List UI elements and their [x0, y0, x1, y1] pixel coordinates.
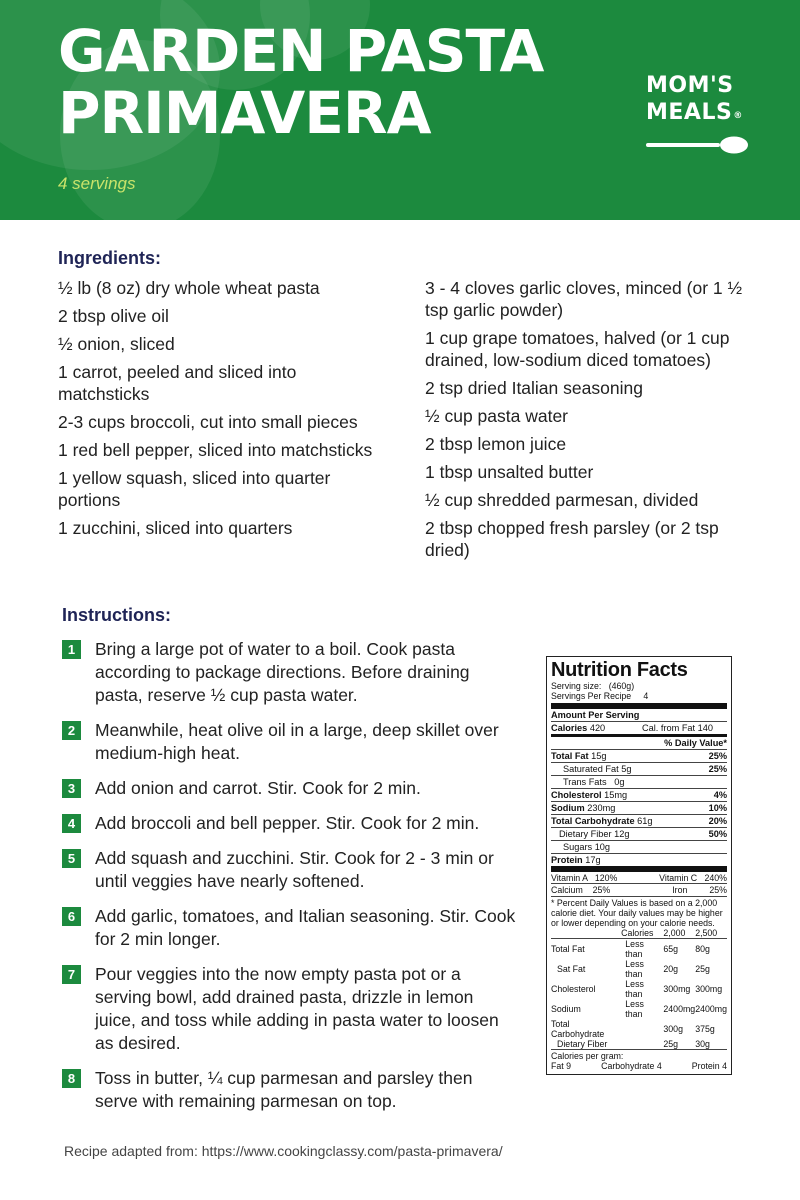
brand-logo	[646, 72, 743, 126]
serving-size: (460g)	[608, 681, 635, 691]
daily-value-footnote: * Percent Daily Values is based on a 2,000 calorie diet. Your daily values may be higher or lower depending on your calorie needs.	[551, 898, 723, 928]
recipe-source: Recipe adapted from: https://www.cookingclassy.com/pasta-primavera/	[64, 1143, 503, 1159]
calcium-value: 25%	[592, 885, 611, 895]
dv-table-cell: 80g	[695, 944, 710, 954]
dv-table-cell: Sodium	[551, 1004, 581, 1014]
ingredient-item: ½ cup shredded parmesan, divided	[425, 490, 699, 510]
header-banner	[0, 0, 800, 220]
dv-table-cell: Less than	[625, 979, 644, 999]
ingredient-item: ½ onion, sliced	[58, 334, 175, 354]
sugars-value: 10g	[594, 842, 611, 852]
cholesterol-label: Cholesterol	[551, 790, 602, 800]
ingredients-heading: Ingredients:	[58, 248, 162, 268]
dv-table-cell: 2400mg	[663, 1004, 696, 1014]
step-text: Add garlic, tomatoes, and Italian seasoning. Stir. Cook for 2 min longer.	[95, 906, 516, 949]
ingredient-item: 1 carrot, peeled and sliced into matchsticks	[58, 362, 297, 404]
instruction-step	[62, 719, 518, 765]
calcium-label: Calcium	[551, 885, 583, 895]
ingredient-item: ½ lb (8 oz) dry whole wheat pasta	[58, 278, 320, 298]
per-gram-fat: Fat 9	[551, 1061, 572, 1071]
ingredient-item: 2-3 cups broccoli, cut into small pieces	[58, 412, 358, 432]
dv-table-head: 2,500	[695, 928, 718, 938]
step-number-badge: 8	[62, 1069, 81, 1088]
dv-table-cell: Dietary Fiber	[557, 1039, 608, 1049]
carb-label: Total Carbohydrate	[551, 816, 635, 826]
dv-table-cell: 30g	[695, 1039, 710, 1049]
sat-fat-dv: 25%	[708, 764, 727, 774]
step-number-badge: 2	[62, 721, 81, 740]
step-text: Bring a large pot of water to a boil. Cook pasta according to package directions. Before draining pasta, reserve ½ cup pasta water.	[95, 639, 470, 705]
dv-table-cell: Sat Fat	[557, 964, 586, 974]
total-fat-value: 15g	[591, 751, 607, 761]
instruction-step	[62, 963, 518, 1055]
amount-per-serving: Amount Per Serving	[551, 710, 640, 720]
ingredients-left-column	[58, 277, 378, 545]
sodium-dv: 10%	[708, 803, 727, 813]
cal-from-fat-value: 140	[697, 723, 713, 733]
dv-table-cell: 300mg	[695, 984, 723, 994]
sugars-label: Sugars	[563, 842, 593, 852]
iron-label: Iron	[672, 885, 688, 895]
dv-table-cell: Less than	[625, 939, 644, 959]
dv-table-row	[551, 1019, 727, 1039]
brand-line-2: MEALS	[646, 100, 733, 125]
vitamin-c-value: 240%	[704, 873, 727, 883]
servings-per-recipe-label: Servings Per Recipe	[551, 691, 632, 701]
title-line-1: GARDEN PASTA	[58, 17, 544, 85]
cholesterol-dv: 4%	[713, 790, 727, 800]
ingredient-item: 3 - 4 cloves garlic cloves, minced (or 1 ½ tsp garlic powder)	[425, 278, 743, 320]
dv-table-row	[551, 959, 727, 979]
protein-label: Protein	[551, 855, 583, 865]
fiber-label: Dietary Fiber	[559, 829, 612, 839]
ingredient-item: 2 tbsp chopped fresh parsley (or 2 tsp dried)	[425, 518, 719, 560]
ingredient-item: 1 zucchini, sliced into quarters	[58, 518, 293, 538]
protein-value: 17g	[585, 855, 601, 865]
daily-value-reference-table	[551, 928, 727, 1049]
trans-fat-value: 0g	[614, 777, 625, 787]
dv-table-row	[551, 1039, 727, 1049]
fiber-dv: 50%	[708, 829, 727, 839]
per-gram-label: Calories per gram:	[551, 1051, 624, 1061]
instruction-step	[62, 777, 518, 800]
servings-per-recipe: 4	[643, 691, 649, 701]
ingredient-item: 1 tbsp unsalted butter	[425, 462, 594, 482]
vitamin-a-value: 120%	[594, 873, 618, 883]
sodium-label: Sodium	[551, 803, 585, 813]
sat-fat-value: 5g	[621, 764, 632, 774]
dv-table-cell: 300mg	[663, 984, 691, 994]
daily-value-header: % Daily Value*	[664, 738, 727, 748]
cal-from-fat-label: Cal. from Fat	[642, 723, 696, 733]
ingredient-item: 1 yellow squash, sliced into quarter portions	[58, 468, 331, 510]
dv-table-cell: 375g	[695, 1024, 715, 1034]
step-number-badge: 6	[62, 907, 81, 926]
instruction-step	[62, 812, 518, 835]
dv-table-cell: Less than	[625, 959, 644, 979]
iron-value: 25%	[709, 885, 727, 895]
step-number-badge: 3	[62, 779, 81, 798]
dv-table-cell: 25g	[663, 1039, 679, 1049]
step-text: Toss in butter, ¼ cup parmesan and parsley then serve with remaining parmesan on top.	[95, 1068, 473, 1111]
ingredient-item: 1 red bell pepper, sliced into matchsticks	[58, 440, 373, 460]
instructions-heading: Instructions:	[62, 605, 172, 625]
step-text: Meanwhile, heat olive oil in a large, deep skillet over medium-high heat.	[95, 720, 499, 763]
dv-table-cell: 25g	[695, 964, 710, 974]
ingredients-right-column	[425, 277, 755, 567]
step-number-badge: 5	[62, 849, 81, 868]
servings-label: 4 servings	[58, 174, 136, 193]
step-text: Add squash and zucchini. Stir. Cook for 2 - 3 min or until veggies have nearly softened.	[95, 848, 494, 891]
cholesterol-value: 15mg	[604, 790, 628, 800]
step-number-badge: 4	[62, 814, 81, 833]
registered-mark: ®	[733, 111, 743, 121]
vitamin-c-label: Vitamin C	[659, 873, 698, 883]
ingredient-item: ½ cup pasta water	[425, 406, 568, 426]
nutrition-facts-panel	[546, 656, 732, 1075]
step-text: Pour veggies into the now empty pasta pot or a serving bowl, add drained pasta, drizzle in lemon juice, and toss while adding in pasta water to loosen as desired.	[95, 964, 499, 1053]
sat-fat-label: Saturated Fat	[563, 764, 619, 774]
carb-value: 61g	[637, 816, 653, 826]
dv-table-cell	[625, 1019, 663, 1039]
nutrition-title: Nutrition Facts	[551, 659, 688, 681]
dv-table-cell: Less than	[625, 999, 644, 1019]
calories-label: Calories	[551, 723, 588, 733]
per-gram-protein: Protein 4	[691, 1061, 727, 1071]
instruction-step	[62, 847, 518, 893]
dv-table-cell	[625, 1039, 663, 1049]
spoon-icon	[646, 132, 750, 158]
dv-table-cell: 300g	[663, 1024, 683, 1034]
step-text: Add broccoli and bell pepper. Stir. Cook for 2 min.	[95, 813, 480, 833]
dv-table-head: 2,000	[663, 928, 686, 938]
sodium-value: 230mg	[587, 803, 616, 813]
vitamin-a-label: Vitamin A	[551, 873, 588, 883]
ingredient-item: 2 tbsp lemon juice	[425, 434, 567, 454]
dv-table-cell: 20g	[663, 964, 679, 974]
carb-dv: 20%	[708, 816, 727, 826]
dv-table-head: Calories	[621, 928, 654, 938]
dv-table-row	[551, 939, 727, 960]
per-gram-carb: Carbohydrate 4	[601, 1061, 662, 1071]
dv-table-row	[551, 979, 727, 999]
trans-fat-label: Trans Fats	[563, 777, 607, 787]
total-fat-dv: 25%	[708, 751, 727, 761]
instruction-step	[62, 905, 518, 951]
dv-table-cell: 65g	[663, 944, 679, 954]
dv-table-cell: Total Fat	[551, 944, 585, 954]
serving-size-label: Serving size:	[551, 681, 602, 691]
step-number-badge: 1	[62, 640, 81, 659]
dv-table-row	[551, 999, 727, 1019]
ingredient-item: 2 tsp dried Italian seasoning	[425, 378, 643, 398]
instruction-step	[62, 1067, 518, 1113]
ingredient-item: 1 cup grape tomatoes, halved (or 1 cup drained, low-sodium diced tomatoes)	[425, 328, 730, 370]
calories-value: 420	[589, 723, 606, 733]
ingredient-item: 2 tbsp olive oil	[58, 306, 169, 326]
page-title	[58, 17, 544, 147]
step-text: Add onion and carrot. Stir. Cook for 2 min.	[95, 778, 421, 798]
fiber-value: 12g	[614, 829, 630, 839]
dv-table-cell: Total Carbohydrate	[551, 1019, 605, 1039]
dv-table-cell: Cholesterol	[551, 984, 596, 994]
brand-line-1: MOM'S	[646, 73, 734, 98]
instructions-list	[62, 638, 518, 1125]
dv-table-cell: 2400mg	[695, 1004, 727, 1014]
title-line-2: PRIMAVERA	[58, 79, 431, 147]
total-fat-label: Total Fat	[551, 751, 589, 761]
step-number-badge: 7	[62, 965, 81, 984]
instruction-step	[62, 638, 518, 707]
